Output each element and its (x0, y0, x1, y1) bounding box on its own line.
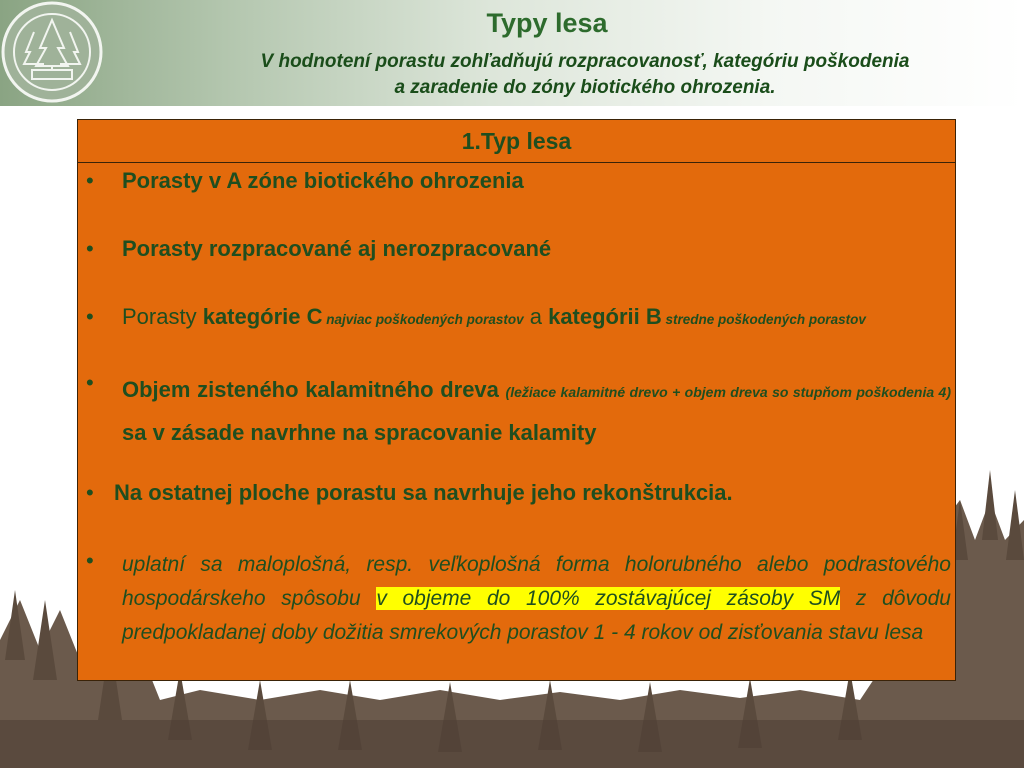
item-text: uplatní sa maloplošná, resp. veľkoplošná forma holorubného alebo podrastového hospodárskeho spôsobu v objeme do 100% zostávajúcej zásoby SM z dôvodu predpokladanej doby dožitia smrekových porastov 1 - 4 rokov od zisťovania stavu lesa (122, 553, 951, 644)
bullet-icon: • (86, 548, 94, 573)
highlighted-text: v objeme do 100% zostávajúcej zásoby SM (376, 587, 841, 610)
bullet-icon: • (86, 370, 94, 395)
subtitle-line-2: a zaradenie do zóny biotického ohrozenia. (394, 77, 776, 98)
subtitle-line-1: V hodnotení porastu zohľadňujú rozpracovanosť, kategóriu poškodenia (260, 51, 910, 72)
box-heading: 1.Typ lesa (78, 120, 955, 163)
item-text: Porasty kategórie C najviac poškodených porastov a kategórii B stredne poškodených porastov (122, 304, 866, 329)
item-text: Porasty v A zóne biotického ohrozenia (122, 168, 524, 193)
bullet-icon: • (86, 168, 94, 193)
bullet-icon: • (86, 304, 94, 329)
item-text: Na ostatnej ploche porastu sa navrhuje jeho rekonštrukcia. (114, 480, 733, 505)
bullet-icon: • (86, 480, 94, 505)
content-box (77, 119, 956, 681)
item-text: Objem zisteného kalamitného dreva (ležiace kalamitné drevo + objem dreva so stupňom poškodenia 4) sa v zásade navrhne na spracovanie kalamity (122, 377, 951, 445)
bullet-icon: • (86, 236, 94, 261)
item-text: Porasty rozpracované aj nerozpracované (122, 236, 552, 261)
page-title: Typy lesa (486, 8, 608, 38)
